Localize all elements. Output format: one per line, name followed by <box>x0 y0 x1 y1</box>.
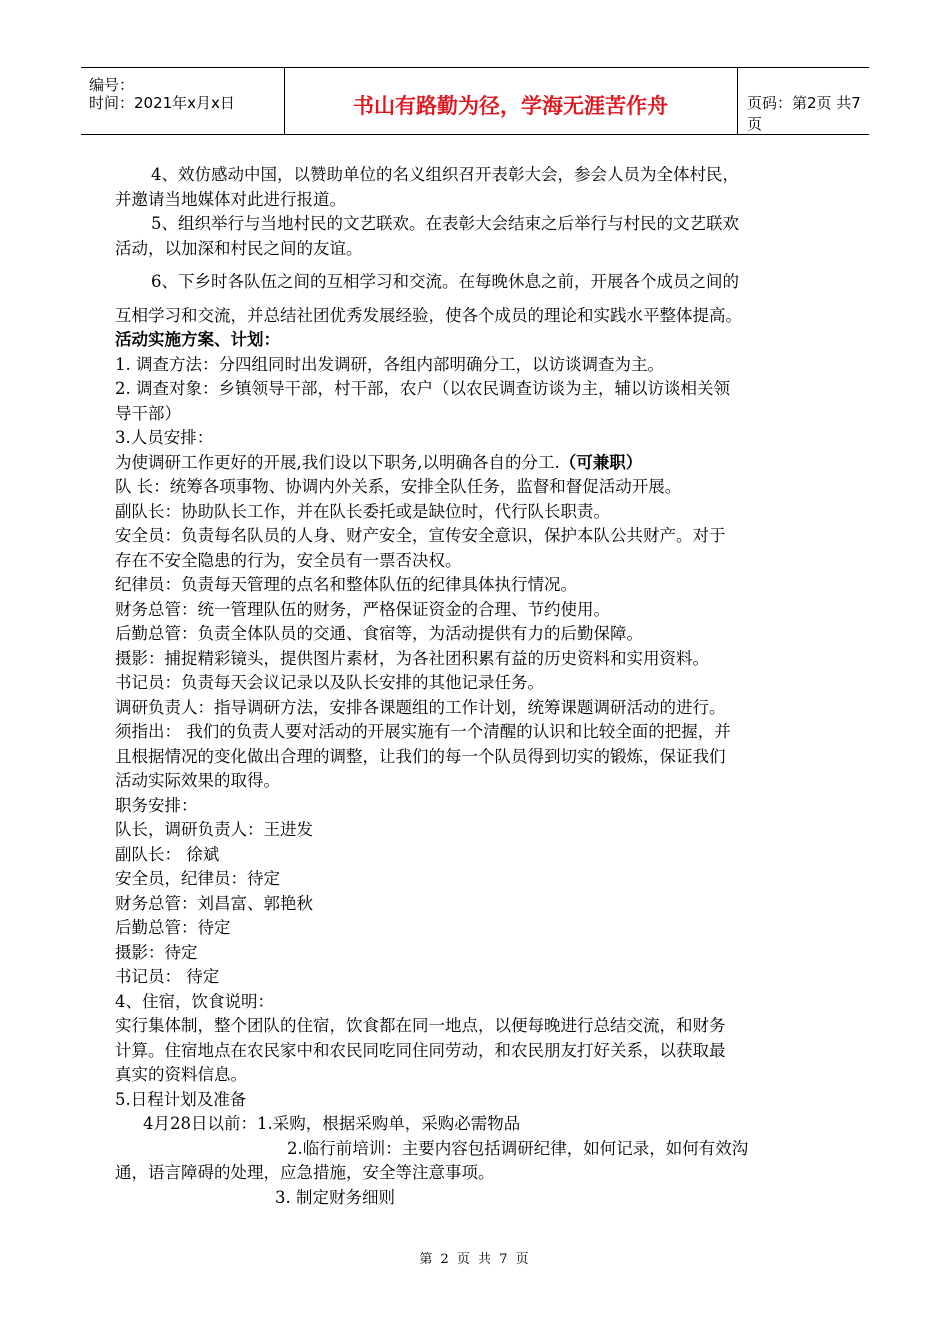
assignment-line: 队长，调研负责人：王进发 <box>115 820 313 839</box>
list-item: 3.人员安排： <box>115 428 214 447</box>
part-time-note: （可兼职） <box>559 452 643 472</box>
role-description: 存在不安全隐患的行为，安全员有一票否决权。 <box>115 550 462 570</box>
schedule-line: 通，语言障碍的处理，应急措施，安全等注意事项。 <box>115 1163 495 1182</box>
paragraph-line <box>115 451 840 476</box>
header-page-info: 页码：第2页 共7页 <box>747 94 861 133</box>
assignment-line: 副队长： 徐斌 <box>115 844 220 864</box>
header-motto: 书山有路勤为径，学海无涯苦作舟 <box>353 94 668 118</box>
role-description: 摄影：捕捉精彩镜头，提供图片素材，为各社团积累有益的历史资料和实用资料。 <box>115 648 709 668</box>
assignment-line: 书记员： 待定 <box>115 967 220 986</box>
paragraph-line: 互相学习和交流，并总结社团优秀发展经验，使各个成员的理论和实践水平整体提高。 <box>115 305 742 325</box>
section-line: 5.日程计划及准备 <box>115 1089 247 1109</box>
paragraph-line: 并邀请当地媒体对此进行报道。 <box>115 189 346 209</box>
role-description: 后勤总管：负责全体队员的交通、食宿等，为活动提供有力的后勤保障。 <box>115 624 643 643</box>
document-date: 时间：2021年x月x日 <box>89 94 235 112</box>
list-item: 2. 调查对象：乡镇领导干部，村干部，农户（以农民调查访谈为主，辅以访谈相关领 <box>115 379 730 398</box>
assignment-line: 摄影：待定 <box>115 942 198 962</box>
intro-text: 为使调研工作更好的开展,我们设以下职务,以明确各自的分工. <box>115 452 560 472</box>
paragraph-line: 5、组织举行与当地村民的文艺联欢。在表彰大会结束之后举行与村民的文艺联欢 <box>151 214 739 233</box>
schedule-line: 3. 制定财务细则 <box>275 1187 395 1207</box>
schedule-line: 4月28日以前：1.采购，根据采购单，采购必需物品 <box>143 1114 521 1133</box>
section-heading: 活动实施方案、计划： <box>115 330 280 349</box>
role-description: 书记员：负责每天会议记录以及队长安排的其他记录任务。 <box>115 673 544 692</box>
section-line: 4、住宿，饮食说明： <box>115 991 274 1011</box>
assignment-heading: 职务安排： <box>115 795 198 815</box>
role-description: 安全员：负责每名队员的人身、财产安全，宣传安全意识，保护本队公共财产。对于 <box>115 526 726 545</box>
paragraph-line: 活动，以加深和村民之间的友谊。 <box>115 238 363 258</box>
note-line: 且根据情况的变化做出合理的调整，让我们的每一个队员得到切实的锻炼，保证我们 <box>115 746 726 766</box>
header-meta-cell <box>81 68 285 134</box>
paragraph-line: 计算。住宿地点在农民家中和农民同吃同住同劳动，和农民朋友打好关系，以获取最 <box>115 1040 726 1060</box>
role-description: 纪律员：负责每天管理的点名和整体队伍的纪律具体执行情况。 <box>115 575 577 594</box>
assignment-line: 安全员，纪律员：待定 <box>115 869 280 888</box>
assignment-line: 后勤总管：待定 <box>115 918 231 937</box>
assignment-line: 财务总管：刘昌富、郭艳秋 <box>115 893 313 913</box>
page-footer: 第 2 页 共 7 页 <box>419 1252 531 1267</box>
note-line: 须指出： 我们的负责人要对活动的开展实施有一个清醒的认识和比较全面的把握，并 <box>115 722 731 741</box>
list-item: 导干部） <box>115 403 181 423</box>
role-description: 副队长：协助队长工作，并在队长委托或是缺位时，代行队长职责。 <box>115 501 610 521</box>
paragraph-line: 4、效仿感动中国，以赞助单位的名义组织召开表彰大会，参会人员为全体村民， <box>151 165 739 184</box>
paragraph-line: 真实的资料信息。 <box>115 1065 247 1084</box>
paragraph-line: 6、下乡时各队伍之间的互相学习和交流。在每晚休息之前，开展各个成员之间的 <box>151 272 739 291</box>
document-number-label: 编号： <box>89 76 135 94</box>
schedule-line: 2.临行前培训：主要内容包括调研纪律，如何记录，如何有效沟 <box>287 1138 749 1158</box>
role-description: 调研负责人：指导调研方法，安排各课题组的工作计划，统筹课题调研活动的进行。 <box>115 697 726 717</box>
page-header <box>81 67 869 135</box>
paragraph-line: 实行集体制，整个团队的住宿，饮食都在同一地点，以便每晚进行总结交流，和财务 <box>115 1016 726 1035</box>
role-description: 财务总管：统一管理队伍的财务，严格保证资金的合理、节约使用。 <box>115 599 610 619</box>
note-line: 活动实际效果的取得。 <box>115 771 280 790</box>
list-item: 1. 调查方法：分四组同时出发调研，各组内部明确分工，以访谈调查为主。 <box>115 354 664 374</box>
document-body <box>115 163 840 1210</box>
header-page-cell <box>737 68 869 134</box>
header-motto-cell <box>284 68 738 134</box>
role-description: 队 长：统筹各项事物、协调内外关系，安排全队任务，监督和督促活动开展。 <box>115 477 682 496</box>
